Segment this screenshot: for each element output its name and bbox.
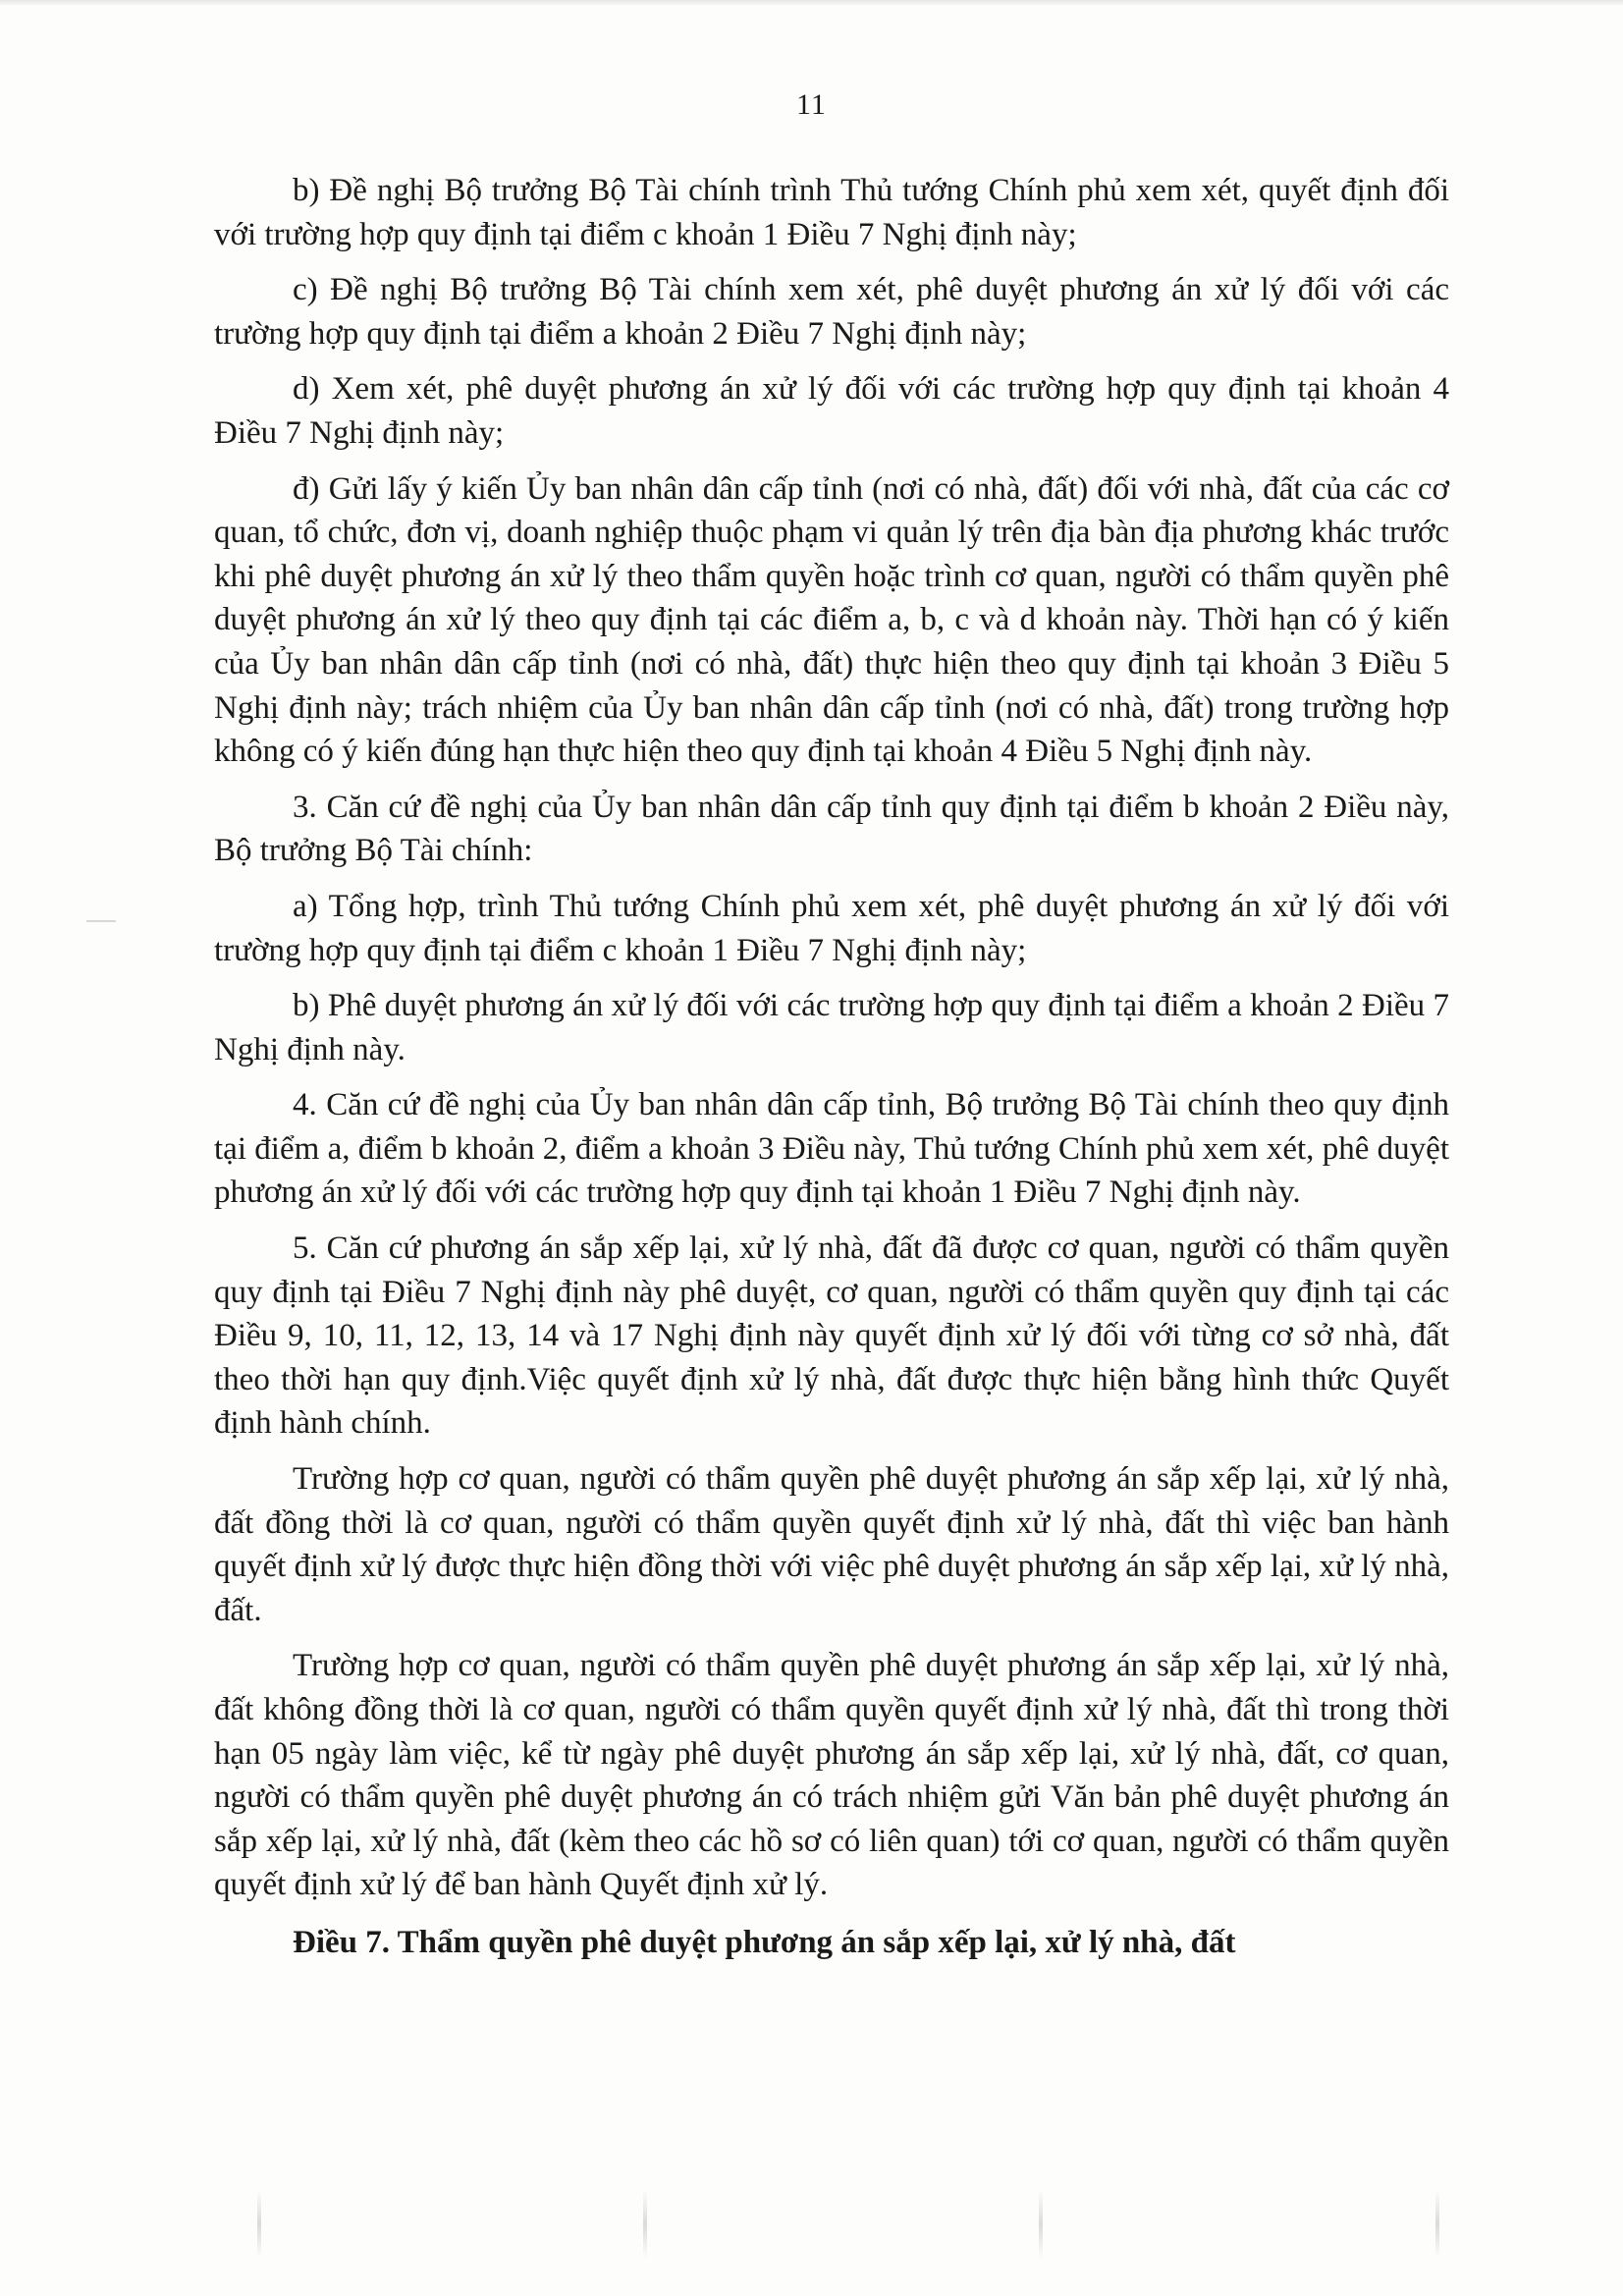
paragraph-d-approve-plan: d) Xem xét, phê duyệt phương án xử lý đối với các trường hợp quy định tại khoản 4 Điều 7 Nghị định này; (214, 371, 1449, 451)
scan-speck (643, 2190, 647, 2259)
page-number: 11 (796, 88, 827, 121)
document-body (214, 169, 1449, 1997)
paragraph-c-request-minister: c) Đề nghị Bộ trưởng Bộ Tài chính xem xét, phê duyệt phương án xử lý đối với các trường hợp quy định tại điểm a khoản 2 Điều 7 Nghị định này; (214, 272, 1449, 352)
scan-top-edge (0, 0, 1623, 6)
paragraph-dd-provincial-opinion: đ) Gửi lấy ý kiến Ủy ban nhân dân cấp tỉnh (nơi có nhà, đất) đối với nhà, đất của các cơ quan, tổ chức, đơn vị, doanh nghiệp thuộc phạm vi quản lý trên địa bàn địa phương khác trước khi phê duyệt phương án xử lý theo thẩm quyền hoặc trình cơ quan, người có thẩm quyền phê duyệt phương án xử lý theo quy định tại các điểm a, b, c và d khoản này. Thời hạn có ý kiến của Ủy ban nhân dân cấp tỉnh (nơi có nhà, đất) thực hiện theo quy định tại khoản 3 Điều 5 Nghị định này; trách nhiệm của Ủy ban nhân dân cấp tỉnh (nơi có nhà, đất) trong trường hợp không có ý kiến đúng hạn thực hiện theo quy định tại khoản 4 Điều 5 Nghị định này. (214, 470, 1449, 770)
scan-artifact-mark (86, 920, 116, 922)
paragraph-3a-submit-prime-minister: a) Tổng hợp, trình Thủ tướng Chính phủ xem xét, phê duyệt phương án xử lý đối với trường hợp quy định tại điểm c khoản 1 Điều 7 Nghị định này; (214, 888, 1449, 968)
scan-speck (257, 2190, 261, 2259)
article-7-heading: Điều 7. Thẩm quyền phê duyệt phương án sắp xếp lại, xử lý nhà, đất (293, 1924, 1236, 1960)
paragraph-3b-approve-plan: b) Phê duyệt phương án xử lý đối với các trường hợp quy định tại điểm a khoản 2 Điều 7 Nghị định này. (214, 988, 1449, 1067)
scan-speck (1039, 2190, 1043, 2259)
paragraph-3-minister-finance: 3. Căn cứ đề nghị của Ủy ban nhân dân cấp tỉnh quy định tại điểm b khoản 2 Điều này, Bộ trưởng Bộ Tài chính: (214, 789, 1449, 869)
paragraph-case-separate-authority: Trường hợp cơ quan, người có thẩm quyền phê duyệt phương án sắp xếp lại, xử lý nhà, đất không đồng thời là cơ quan, người có thẩm quyền quyết định xử lý nhà, đất thì trong thời hạn 05 ngày làm việc, kể từ ngày phê duyệt phương án sắp xếp lại, xử lý nhà, đất, cơ quan, người có thẩm quyền phê duyệt phương án có trách nhiệm gửi Văn bản phê duyệt phương án sắp xếp lại, xử lý nhà, đất (kèm theo các hồ sơ có liên quan) tới cơ quan, người có thẩm quyền quyết định xử lý để ban hành Quyết định xử lý. (214, 1648, 1449, 1903)
paragraph-b-request-prime-minister: b) Đề nghị Bộ trưởng Bộ Tài chính trình Thủ tướng Chính phủ xem xét, quyết định đối với trường hợp quy định tại điểm c khoản 1 Điều 7 Nghị định này; (214, 173, 1449, 252)
paragraph-case-simultaneous-authority: Trường hợp cơ quan, người có thẩm quyền phê duyệt phương án sắp xếp lại, xử lý nhà, đất đồng thời là cơ quan, người có thẩm quyền quyết định xử lý nhà, đất thì việc ban hành quyết định xử lý được thực hiện đồng thời với việc phê duyệt phương án sắp xếp lại, xử lý nhà, đất. (214, 1461, 1449, 1628)
paragraph-5-handling-decision: 5. Căn cứ phương án sắp xếp lại, xử lý nhà, đất đã được cơ quan, người có thẩm quyền quy định tại Điều 7 Nghị định này phê duyệt, cơ quan, người có thẩm quyền quy định tại các Điều 9, 10, 11, 12, 13, 14 và 17 Nghị định này quyết định xử lý đối với từng cơ sở nhà, đất theo thời hạn quy định.Việc quyết định xử lý nhà, đất được thực hiện bằng hình thức Quyết định hành chính. (214, 1230, 1449, 1442)
scan-bottom-specks (0, 2190, 1623, 2288)
scan-speck (1435, 2190, 1439, 2259)
paragraph-4-prime-minister-approval: 4. Căn cứ đề nghị của Ủy ban nhân dân cấp tỉnh, Bộ trưởng Bộ Tài chính theo quy định tại điểm a, điểm b khoản 2, điểm a khoản 3 Điều này, Thủ tướng Chính phủ xem xét, phê duyệt phương án xử lý đối với các trường hợp quy định tại khoản 1 Điều 7 Nghị định này. (214, 1087, 1449, 1211)
